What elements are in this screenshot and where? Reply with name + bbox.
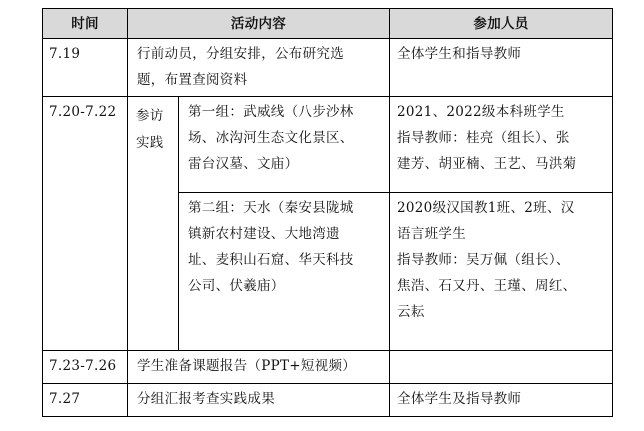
table-row: [43, 351, 613, 384]
activity-cell: [128, 351, 390, 384]
participants-line: 全体学生及指导教师: [397, 391, 522, 407]
participants-line: 建芳、胡亚楠、王艺、马洪菊: [397, 156, 577, 172]
date-text: 7.23-7.26: [49, 358, 117, 374]
participants-line: 指导教师：桂亮（组长）、张: [397, 130, 570, 146]
date-text: 7.19: [49, 46, 81, 62]
participants-line: 2020级汉国教1班、2班、汉: [397, 200, 575, 216]
participants-line: 指导教师：吴万佩（组长）、: [397, 252, 570, 268]
activity-line: 第一组：武威线（八步沙林: [188, 104, 354, 120]
participants-cell: [390, 39, 613, 97]
participants-cell: [390, 97, 613, 193]
activity-line: 学生准备课题报告（PPT+短视频）: [137, 358, 357, 374]
participants-line: 云耘: [397, 304, 425, 320]
date-cell: [43, 384, 128, 417]
visit-label-line: 参访: [136, 108, 164, 124]
date-text: 7.20-7.22: [49, 104, 117, 120]
activity-line: 公司、伏羲庙）: [188, 278, 285, 294]
participants-line: 语言班学生: [397, 226, 467, 242]
header-activity: 活动内容: [128, 9, 390, 39]
date-text: 7.27: [49, 391, 81, 407]
activity-line: 第二组：天水（秦安县陇城: [188, 200, 354, 216]
header-time: 时间: [43, 9, 128, 39]
header-participants: 参加人员: [390, 9, 613, 39]
participants-cell: [390, 384, 613, 417]
activity-line: 行前动员，分组安排，公布研究选: [137, 46, 344, 62]
group-activity-cell: [179, 193, 390, 351]
schedule-sheet: [42, 8, 612, 422]
schedule-table: [42, 8, 613, 417]
activity-line: 分组汇报考查实践成果: [137, 391, 275, 407]
activity-line: 题，布置查阅资料: [137, 72, 248, 88]
table-row: [43, 97, 613, 193]
participants-cell: [390, 193, 613, 351]
participants-line: 全体学生和指导教师: [397, 46, 522, 62]
activity-line: 镇新农村建设、大地湾遗: [188, 226, 340, 242]
date-cell: [43, 97, 128, 351]
table-row: [43, 384, 613, 417]
activity-cell: [128, 384, 390, 417]
participants-line: 焦浩、石又丹、王瑾、周红、: [397, 278, 577, 294]
group-activity-cell: [179, 97, 390, 193]
participants-line: 2021、2022级本科班学生: [397, 104, 565, 120]
header-row: [43, 9, 613, 39]
visit-label-line: 实践: [136, 135, 164, 151]
activity-cell: [128, 39, 390, 97]
activity-line: 址、麦积山石窟、华天科技: [188, 252, 354, 268]
visit-label-cell: [128, 97, 179, 351]
participants-cell-empty: [390, 351, 613, 384]
activity-line: 雷台汉墓、文庙）: [188, 156, 299, 172]
table-row: [43, 39, 613, 97]
date-cell: [43, 39, 128, 97]
activity-line: 场、冰沟河生态文化景区、: [188, 130, 354, 146]
date-cell: [43, 351, 128, 384]
